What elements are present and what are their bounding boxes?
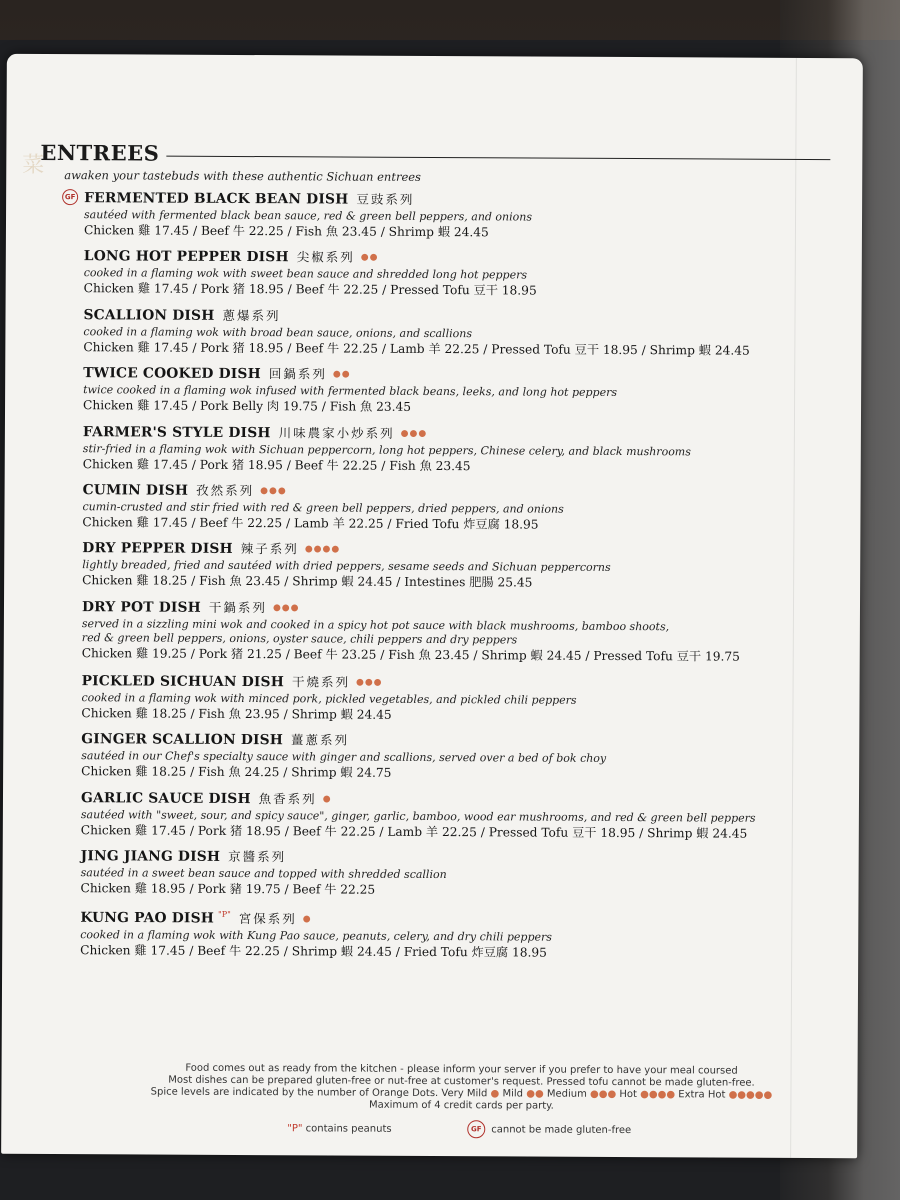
item-prices: Chicken 雞 18.25 / Fish 魚 23.95 / Shrimp 蝦 24.45	[81, 705, 392, 722]
item-description: cumin-crusted and stir fried with red & green bell peppers, dried peppers, and onions	[82, 500, 564, 516]
spice-legend-prefix: Spice levels are indicated by the number of Orange Dots. Very Mild	[150, 1086, 488, 1100]
item-name: JING JIANG DISH	[80, 848, 221, 865]
item-name: TWICE COOKED DISH	[83, 365, 261, 383]
item-prices: Chicken 雞 17.45 / Pork Belly 肉 19.75 / Fish 魚 23.45	[83, 398, 412, 415]
item-prices: Chicken 雞 17.45 / Beef 牛 22.25 / Shrimp 蝦 24.45 / Fried Tofu 炸豆腐 18.95	[80, 943, 547, 960]
hot-label: Hot	[619, 1088, 638, 1101]
extra-hot-label: Extra Hot	[678, 1089, 726, 1101]
menu-page	[1, 54, 863, 1158]
peanut-legend-text: contains peanuts	[305, 1123, 392, 1135]
item-description: cooked in a flaming wok with broad bean sauce, onions, and scallions	[83, 324, 473, 340]
extra-hot-dots: ●●●●●	[728, 1089, 773, 1101]
footer-line-credit-cards: Maximum of 4 credit cards per party.	[368, 1099, 554, 1112]
item-name: FERMENTED BLACK BEAN DISH	[84, 190, 349, 208]
item-description: lightly breaded, fried and sautéed with dried peppers, sesame seeds and Sichuan peppercorns	[82, 558, 611, 575]
medium-label: Medium	[546, 1088, 587, 1100]
item-chinese-name: 薑蔥系列	[291, 732, 350, 748]
item-description: stir-fried in a flaming wok with Sichuan peppercorn, long hot peppers, Chinese celery, and black mushrooms	[82, 441, 691, 458]
item-prices: Chicken 雞 17.45 / Pork 猪 18.95 / Beef 牛 22.25 / Pressed Tofu 豆干 18.95	[83, 281, 537, 298]
spice-level-dots: ●●	[360, 253, 379, 264]
item-chinese-name: 宮保系列	[238, 910, 297, 927]
menu-item	[84, 247, 824, 309]
item-prices: Chicken 雞 19.25 / Pork 猪 21.25 / Beef 牛 23.25 / Fish 魚 23.45 / Shrimp 蝦 24.45 / Pressed Tofu 豆干 19.75	[81, 645, 740, 664]
spice-level-dots: ●●●●	[304, 544, 341, 555]
menu-item	[82, 597, 822, 675]
footer-line-dietary: Most dishes can be prepared gluten-free or nut-free at customer's request. Pressed tofu cannot be made gluten-free.	[168, 1074, 755, 1089]
item-chinese-name: 回鍋系列	[268, 366, 327, 382]
item-name: DRY POT DISH	[81, 598, 201, 616]
item-name: PICKLED SICHUAN DISH	[81, 672, 285, 690]
title-divider	[166, 156, 830, 160]
hot-dots: ●●●●	[640, 1089, 676, 1101]
item-description-continued: red & green bell peppers, onions, oyster sauce, chili peppers and dry peppers	[81, 630, 518, 647]
gluten-free-warning-icon: GF	[62, 189, 78, 205]
very-mild-dots: ●	[490, 1088, 500, 1100]
item-description: sautéed in a sweet bean sauce and topped with shredded scallion	[80, 866, 447, 881]
item-name: SCALLION DISH	[83, 306, 215, 324]
item-prices: Chicken 雞 18.25 / Fish 魚 23.45 / Shrimp 蝦 24.45 / Intestines 肥腸 25.45	[82, 573, 533, 590]
item-prices: Chicken 雞 17.45 / Pork 猪 18.95 / Beef 牛 22.25 / Lamb 羊 22.25 / Pressed Tofu 豆干 18.95 / Shrimp 蝦 24.45	[83, 339, 750, 358]
item-chinese-name: 干鍋系列	[208, 599, 267, 615]
item-name: GARLIC SAUCE DISH	[80, 789, 251, 807]
menu-item	[83, 305, 823, 367]
item-prices: Chicken 雞 17.45 / Pork 猪 18.95 / Beef 牛 22.25 / Fish 魚 23.45	[82, 456, 471, 473]
spice-level-dots: ●●●	[272, 602, 300, 614]
footer-line-coursing: Food comes out as ready from the kitchen - please inform your server if you prefer to have your meal coursed	[185, 1062, 738, 1077]
item-prices: Chicken 雞 17.45 / Beef 牛 22.25 / Fish 魚 23.45 / Shrimp 蝦 24.45	[83, 223, 489, 240]
item-name: FARMER'S STYLE DISH	[82, 423, 271, 441]
medium-dots: ●●●	[590, 1088, 617, 1100]
menu-item	[82, 480, 822, 542]
menu-item	[81, 729, 821, 791]
item-name: DRY PEPPER DISH	[82, 540, 233, 558]
spice-level-dots: ●●	[332, 369, 351, 380]
item-name: GINGER SCALLION DISH	[81, 731, 284, 749]
item-description: sautéed in our Chef's specialty sauce with ginger and scallions, served over a bed of bok choy	[81, 749, 607, 766]
item-prices: Chicken 雞 17.45 / Pork 猪 18.95 / Beef 牛 22.25 / Lamb 羊 22.25 / Pressed Tofu 豆干 18.95 / Shrimp 蝦 24.45	[80, 822, 748, 841]
menu-item	[64, 188, 824, 250]
mild-dots: ●●	[526, 1088, 544, 1100]
spice-level-dots: ●	[302, 914, 312, 925]
menu-item	[81, 788, 821, 850]
item-description: cooked in a flaming wok with Kung Pao sauce, peanuts, celery, and dry chili peppers	[80, 928, 552, 944]
peanut-legend	[287, 1123, 391, 1135]
section-title: ENTREES	[40, 139, 160, 166]
item-description: sautéed with fermented black bean sauce, red & green bell peppers, and onions	[84, 208, 533, 224]
menu-item	[82, 539, 822, 601]
menu-footer	[141, 1062, 781, 1113]
peanut-indicator: "P"	[218, 910, 231, 920]
menu-item	[83, 422, 823, 484]
peanut-symbol: "P"	[287, 1123, 303, 1135]
item-description: cooked in a flaming wok with minced pork, pickled vegetables, and pickled chili peppers	[81, 690, 577, 707]
spice-level-dots: ●	[322, 793, 332, 804]
item-name: CUMIN DISH	[82, 482, 189, 499]
item-chinese-name: 川味農家小炒系列	[278, 424, 395, 441]
menu-item	[81, 671, 821, 733]
item-prices: Chicken 雞 18.25 / Fish 魚 24.25 / Shrimp 蝦 24.75	[81, 764, 392, 780]
gluten-free-legend	[467, 1120, 631, 1139]
item-name: KUNG PAO DISH	[80, 910, 215, 927]
item-chinese-name: 豆豉系列	[356, 191, 415, 207]
item-chinese-name: 京醬系列	[228, 848, 287, 865]
watermark-glyph: 菜	[22, 152, 45, 178]
item-name: LONG HOT PEPPER DISH	[83, 248, 289, 266]
gluten-free-warning-icon: GF	[467, 1120, 485, 1138]
spice-level-dots: ●●●	[355, 677, 383, 688]
menu-item	[80, 904, 820, 966]
item-description: sautéed with "sweet, sour, and spicy sauce", ginger, garlic, bamboo, wood ear mushrooms, and red & green bell peppers	[80, 807, 756, 825]
item-chinese-name: 干燒系列	[291, 674, 351, 690]
menu-item	[80, 846, 820, 908]
item-prices: Chicken 雞 17.45 / Beef 牛 22.25 / Lamb 羊 22.25 / Fried Tofu 炸豆腐 18.95	[82, 515, 539, 532]
item-description: cooked in a flaming wok with sweet bean sauce and shredded long hot peppers	[83, 266, 528, 282]
item-prices: Chicken 雞 18.95 / Pork 豬 19.75 / Beef 牛 22.25	[80, 881, 376, 897]
spice-level-dots: ●●●	[400, 428, 428, 439]
entree-list	[64, 188, 824, 967]
gluten-free-legend-text: cannot be made gluten-free	[491, 1124, 632, 1137]
item-description: served in a sizzling mini wok and cooked in a spicy hot pot sauce with black mushrooms, bamboo shoots,	[81, 616, 670, 633]
section-tagline: awaken your tastebuds with these authentic Sichuan entrees	[64, 168, 422, 184]
item-chinese-name: 蔥爆系列	[222, 307, 281, 323]
item-chinese-name: 孜然系列	[196, 482, 255, 499]
item-description: twice cooked in a flaming wok infused with fermented black beans, leeks, and long hot peppers	[83, 383, 618, 400]
item-chinese-name: 魚香系列	[258, 790, 317, 806]
mild-label: Mild	[502, 1088, 524, 1100]
item-chinese-name: 辣子系列	[240, 541, 299, 557]
item-chinese-name: 尖椒系列	[296, 249, 355, 265]
menu-item	[83, 363, 823, 425]
spice-level-dots: ●●●	[260, 486, 287, 497]
